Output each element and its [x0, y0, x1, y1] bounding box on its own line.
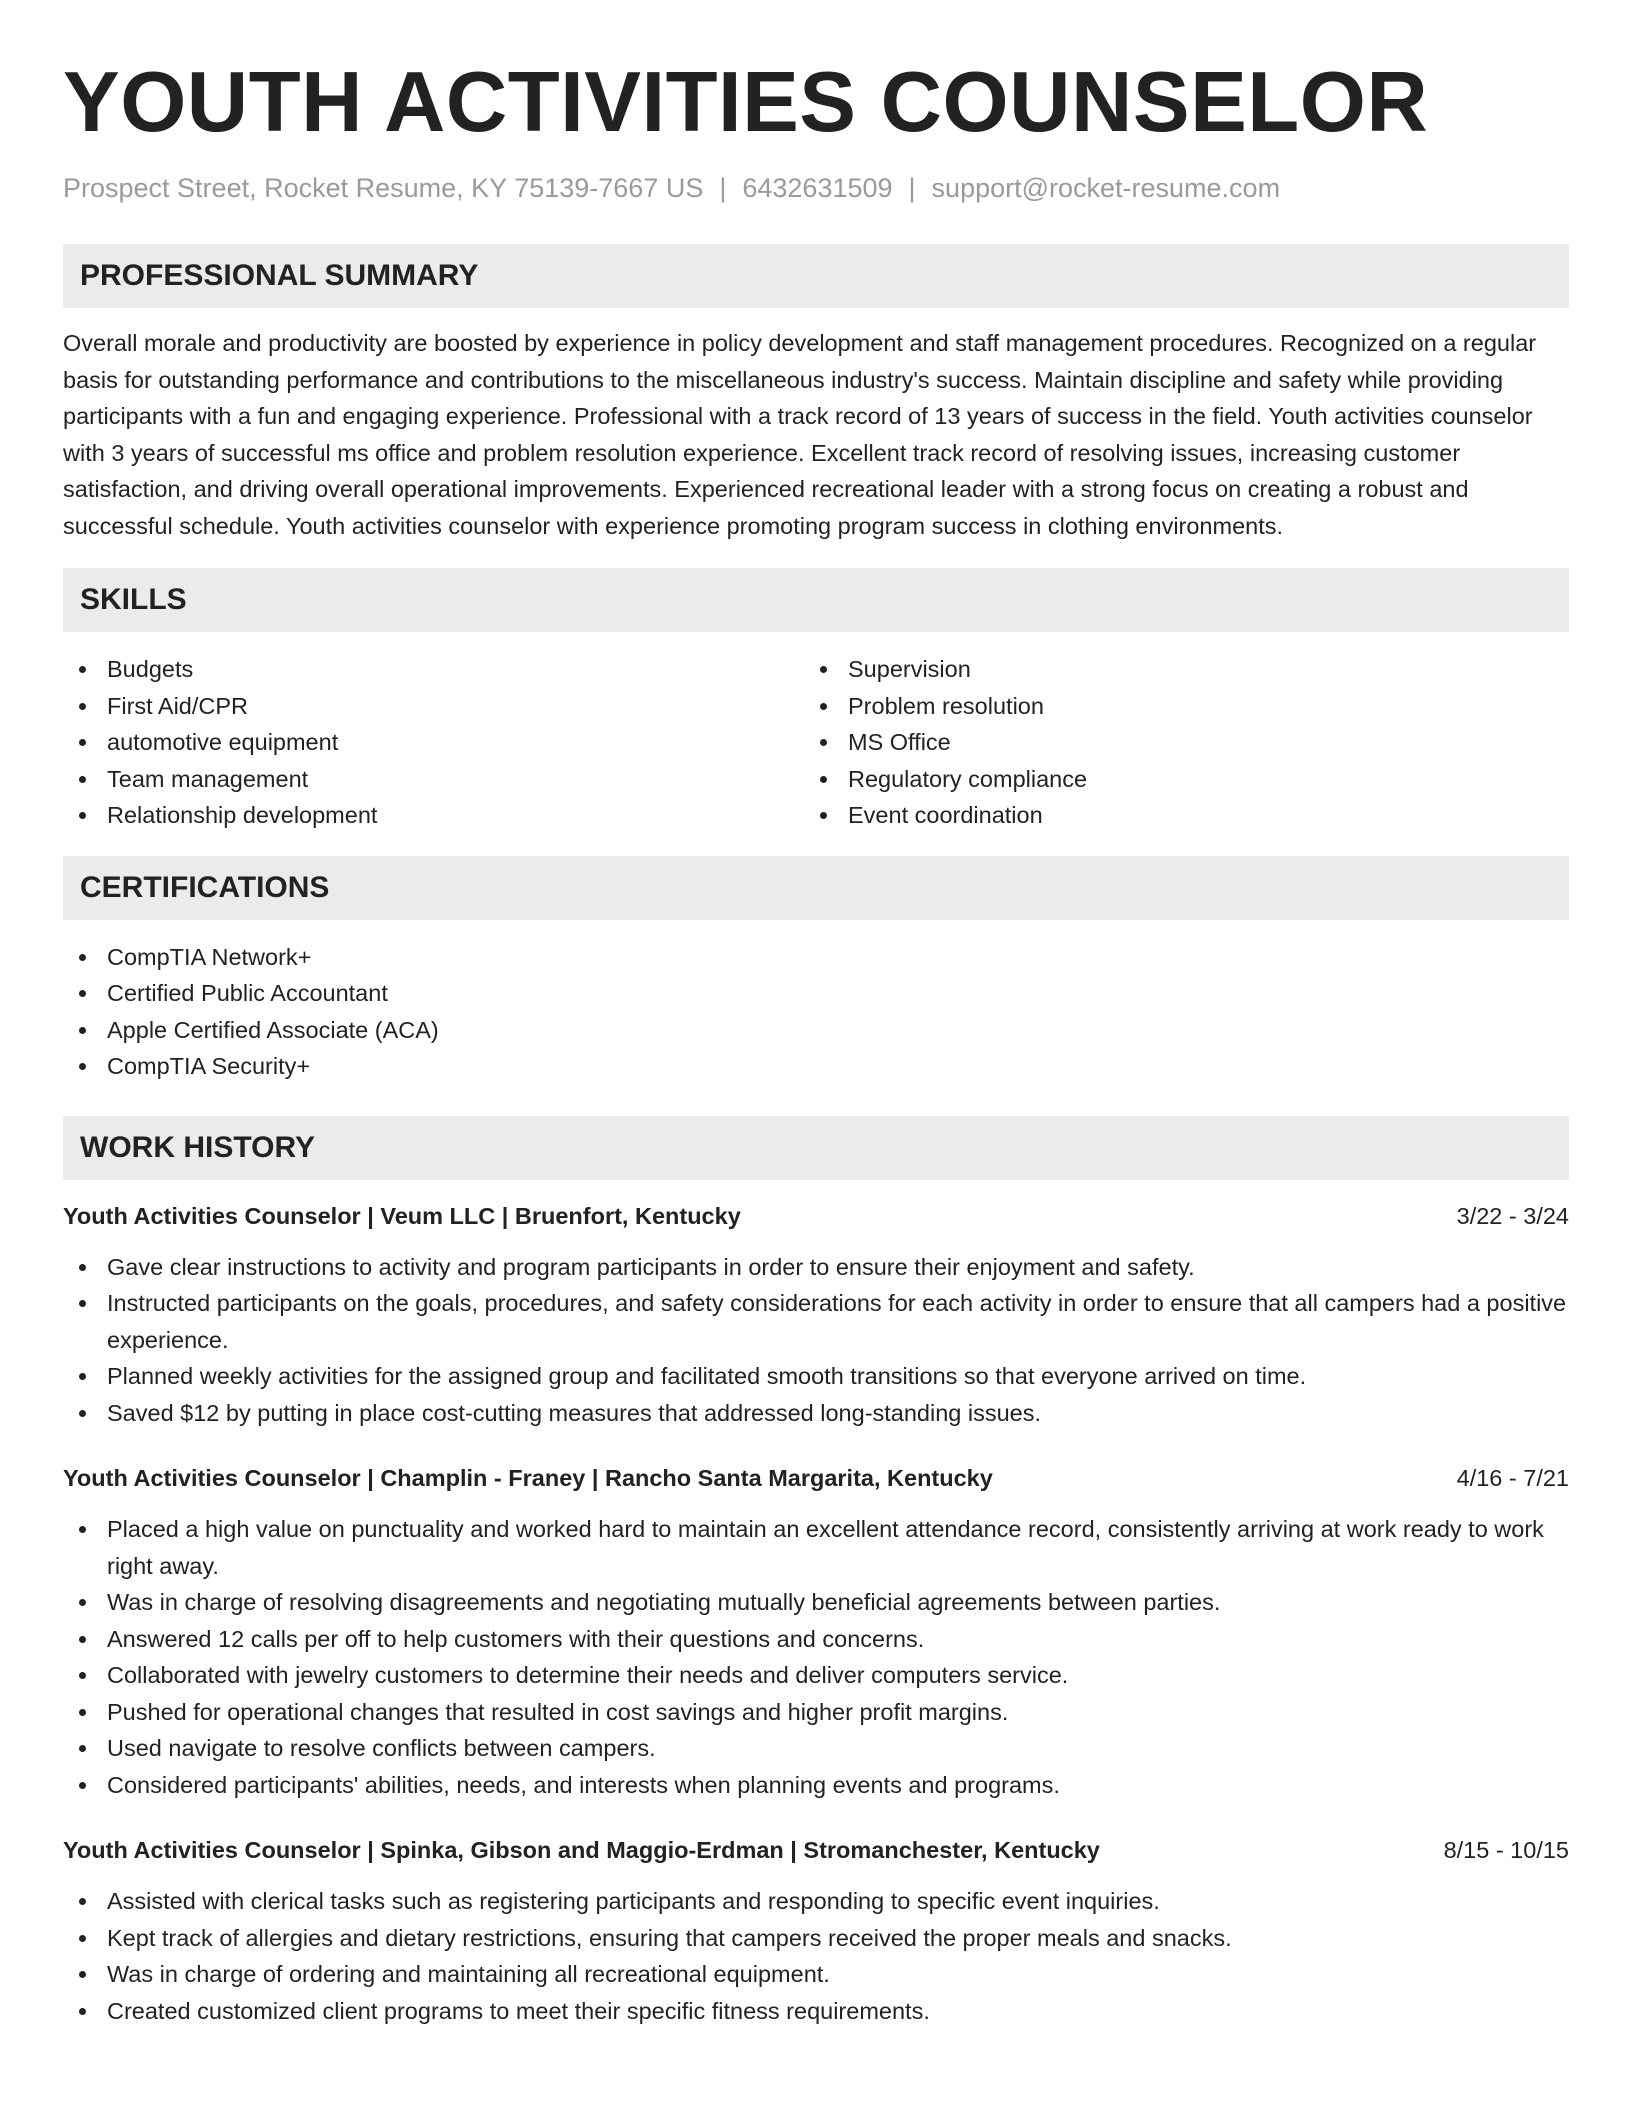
job-title: Youth Activities Counselor | Veum LLC | Bruenfort, Kentucky [63, 1202, 741, 1229]
summary-text: Overall morale and productivity are boosted by experience in policy development and staff management procedures. Recognized on a regular basis for outstanding performance and contributions to the miscellaneous industry's success. Maintain discipline and safety while providing participants with a fun and engaging experience. Professional with a track record of 13 years of success in the field. Youth activities counselor with 3 years of successful ms office and problem resolution experience. Excellent track record of resolving issues, increasing customer satisfaction, and driving overall operational improvements. Experienced recreational leader with a strong focus on creating a robust and successful schedule. Youth activities counselor with experience promoting program success in clothing environments. [63, 330, 1537, 539]
skill-item: MS Office [804, 724, 1545, 761]
skill-item: Regulatory compliance [804, 761, 1545, 798]
job-bullet: Considered participants' abilities, needs, and interests when planning events and programs. [63, 1767, 1569, 1804]
job-entry [63, 1198, 1569, 1432]
certification-item: Certified Public Accountant [63, 975, 1569, 1012]
job-bullet: Saved $12 by putting in place cost-cutting measures that addressed long-standing issues. [63, 1395, 1569, 1432]
skill-item: Problem resolution [804, 688, 1545, 725]
certifications-heading: CERTIFICATIONS [63, 856, 1569, 920]
job-bullet: Created customized client programs to meet their specific fitness requirements. [63, 1993, 1569, 2030]
job-entry [63, 1832, 1569, 2029]
job-bullets [63, 1883, 1569, 2029]
skills-grid [63, 651, 1569, 834]
job-bullet: Planned weekly activities for the assigned group and facilitated smooth transitions so that everyone arrived on time. [63, 1358, 1569, 1395]
skills-column-right [804, 651, 1545, 834]
skills-heading: SKILLS [63, 568, 1569, 632]
job-dates: 4/16 - 7/21 [1456, 1465, 1569, 1491]
job-entry [63, 1460, 1569, 1803]
job-title: Youth Activities Counselor | Spinka, Gibson and Maggio-Erdman | Stromanchester, Kentucky [63, 1837, 1100, 1863]
job-header [63, 1460, 1569, 1496]
certification-item: Apple Certified Associate (ACA) [63, 1012, 1569, 1049]
skill-item: First Aid/CPR [63, 688, 804, 725]
contact-line [63, 173, 1569, 204]
contact-email[interactable]: support@rocket-resume.com [931, 173, 1281, 203]
contact-separator: | [908, 173, 916, 203]
job-bullet: Pushed for operational changes that resulted in cost savings and higher profit margins. [63, 1694, 1569, 1731]
job-bullet: Used navigate to resolve conflicts between campers. [63, 1730, 1569, 1767]
skill-item: Event coordination [804, 797, 1545, 834]
job-bullet: Was in charge of resolving disagreements and negotiating mutually beneficial agreements between parties. [63, 1584, 1569, 1621]
certification-item: CompTIA Security+ [63, 1048, 1569, 1085]
skill-item: Supervision [804, 651, 1545, 688]
contact-address: Prospect Street, Rocket Resume, KY 75139-7667 US [63, 173, 704, 203]
contact-phone: 6432631509 [742, 173, 893, 203]
certification-item: CompTIA Network+ [63, 939, 1569, 976]
job-header [63, 1832, 1569, 1868]
certifications-list [63, 939, 1569, 1085]
skill-item: Relationship development [63, 797, 804, 834]
contact-separator: | [719, 173, 727, 203]
job-bullet: Answered 12 calls per off to help customers with their questions and concerns. [63, 1621, 1569, 1658]
job-header [63, 1198, 1569, 1234]
job-bullets [63, 1511, 1569, 1803]
skill-item: Team management [63, 761, 804, 798]
job-dates: 3/22 - 3/24 [1456, 1202, 1569, 1229]
work-history-heading: WORK HISTORY [63, 1116, 1569, 1180]
job-bullet: Collaborated with jewelry customers to determine their needs and deliver computers service. [63, 1657, 1569, 1694]
job-bullets [63, 1249, 1569, 1432]
resume-name-title: YOUTH ACTIVITIES COUNSELOR [63, 55, 1429, 150]
skills-column-left [63, 651, 804, 834]
job-dates: 8/15 - 10/15 [1443, 1837, 1569, 1863]
job-bullet: Was in charge of ordering and maintaining all recreational equipment. [63, 1956, 1569, 1993]
job-bullet: Assisted with clerical tasks such as registering participants and responding to specific event inquiries. [63, 1883, 1569, 1920]
skill-item: Budgets [63, 651, 804, 688]
skill-item: automotive equipment [63, 724, 804, 761]
job-bullet: Kept track of allergies and dietary restrictions, ensuring that campers received the proper meals and snacks. [63, 1920, 1569, 1957]
summary-heading: PROFESSIONAL SUMMARY [63, 244, 1569, 308]
job-bullet: Instructed participants on the goals, procedures, and safety considerations for each activity in order to ensure that all campers had a positive experience. [63, 1285, 1569, 1358]
job-title: Youth Activities Counselor | Champlin - Franey | Rancho Santa Margarita, Kentucky [63, 1465, 993, 1491]
job-bullet: Placed a high value on punctuality and worked hard to maintain an excellent attendance record, consistently arriving at work ready to work right away. [63, 1511, 1569, 1584]
job-bullet: Gave clear instructions to activity and program participants in order to ensure their enjoyment and safety. [63, 1249, 1569, 1286]
